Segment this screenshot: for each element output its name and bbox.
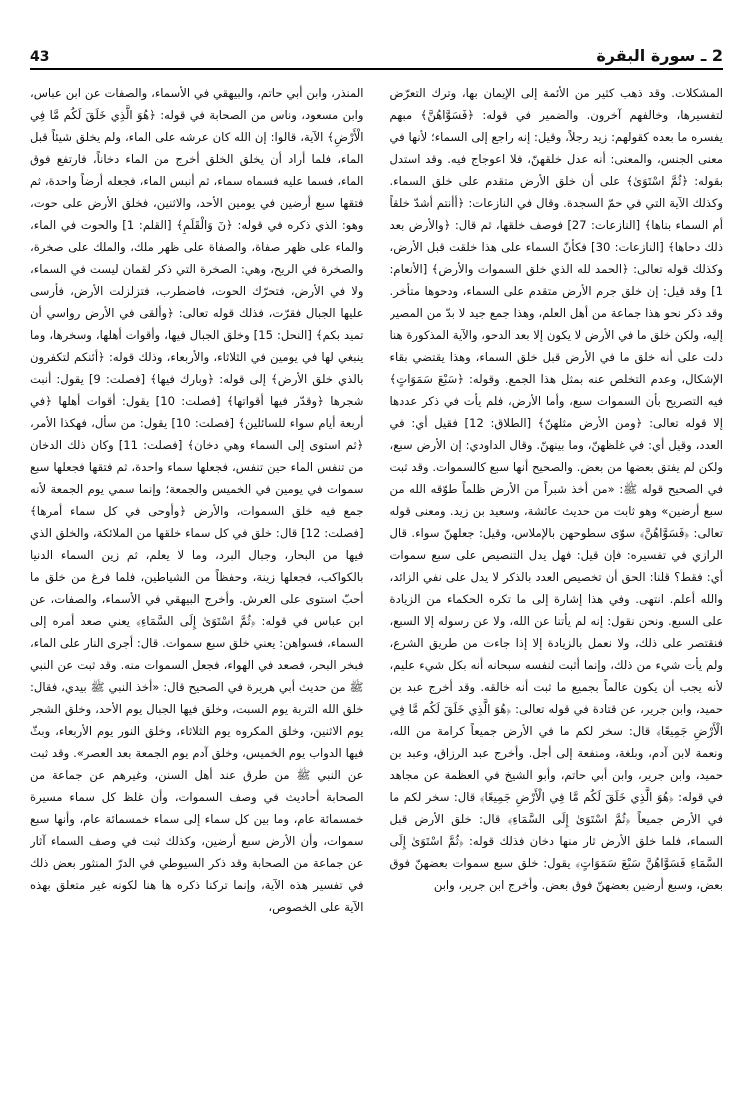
page-number: 43 xyxy=(30,49,50,65)
left-column xyxy=(30,82,364,1100)
surah-title: 2 ـ سورة البقرة xyxy=(596,46,723,65)
text-columns xyxy=(30,82,723,1100)
left-column-text: المنذر، وابن أبي حاتم، والبيهقي في الأسماء، والصفات عن ابن عباس، وابن مسعود، وناس من الصحابة في قوله: ﴿هُوَ الَّذِي خَلَقَ لَكُم مَّا فِي الْأَرْضِ﴾ الآية، قالوا: إن الله كان عرشه على الماء، ولم يخلق شيئاً قبل الماء، فلما أراد أن يخلق الخلق أخرج من الماء دخاناً، فارتفع فوق الماء، فسما عليه فسماه سماء، ثم أنبس الماء، فجعله أرضاً واحدة، ثم فتقها سبع أرضين في يومين الأحد، والاثنين، فخلق الأرض على حوت، وهو: الذي ذكره في قوله: ﴿نٓ وَالْقَلَمِ﴾ [القلم: 1] والحوت في الماء، والماء على ظهر صفاة، والصفاة على ظهر ملك، والملك على صخرة، والصخرة في الريح، وهي: الصخرة التي ذكر لقمان ليست في السماء، ولا في الأرض، فتحرّك الحوت، فاضطرب، فتزلزلت الأرض، فأرسى عليها الجبال فقرّت، فذلك قوله تعالى: ﴿وألقى في الأرض رواسي أن تميد بكم﴾ [النحل: 15] وخلق الجبال فيها، وأقوات أهلها، وسخرها، وما ينبغي لها في يومين في الثلاثاء، والأربعاء، وذلك قوله: ﴿أئنكم لتكفرون بالذي خلق الأرض﴾ إلى قوله: ﴿وبارك فيها﴾ [فصلت: 9] يقول: أنبت شجرها ﴿وقدّر فيها أقواتها﴾ [فصلت: 10] يقول: أقوات أهلها ﴿في أربعة أيام سواء للسائلين﴾ [فصلت: 10] يقول: من سأل، فهكذا الأمر، ﴿ثم استوى إلى السماء وهي دخان﴾ [فصلت: 11] وكان ذلك الدخان من تنفس الماء حين تنفس، فجعلها سماء واحدة، ثم فتقها فجعلها سبع سموات في يومين في الخميس والجمعة؛ وإنما سمي يوم الجمعة لأنه جمع فيه خلق السموات، والأرض ﴿وأوحى في كل سماء أمرها﴾ [فصلت: 12] قال: خلق في كل سماء خلقها من الملائكة، والخلق الذي فيها من البحار، وجبال البرد، وما لا يعلم، ثم زين السماء الدنيا بالكواكب، فجعلها زينة، وحفظاً من الشياطين، فلما فرغ من خلق ما أحبّ استوى على العرش. وأخرج البيهقي في الأسماء، والصفات، عن ابن عباس في قوله: ﴿ثُمَّ اسْتَوَىٰ إِلَى السَّمَاءِ﴾ يعني صعد أمره إلى السماء، فسواهن: يعني خلق سبع سموات. قال: أجرى النار على الماء، فبخر البحر، فصعد في الهواء، فجعل السموات منه. وقد ثبت عن النبي ﷺ من حديث أبي هريرة في الصحيح قال: «أخذ النبي ﷺ بيدي، فقال: خلق الله التربة يوم السبت، وخلق فيها الجبال يوم الأحد، وخلق الشجر يوم الاثنين، وخلق المكروه يوم الثلاثاء، وخلق النور يوم الأربعاء، وبثّ فيها الدواب يوم الخميس، وخلق آدم يوم الجمعة بعد العصر». وقد ثبت عن النبي ﷺ من طرق عند أهل السنن، وغيرهم عن جماعة من الصحابة أحاديث في وصف السموات، وأن غلظ كل سماء مسيرة خمسمائة عام، وما بين كل سماء إلى سماء خمسمائة عام، وأنها سبع سموات، وأن الأرض سبع أرضين، وكذلك ثبت في وصف السماء آثار عن جماعة من الصحابة وقد ذكر السيوطي في الدرّ المنثور بعض ذلك في تفسير هذه الآية، وإنما تركنا ذكره ها هنا لكونه غير متعلق بهذه الآية على الخصوص، xyxy=(30,86,364,914)
page-header xyxy=(30,40,723,70)
right-column xyxy=(390,82,724,1100)
right-column-text: المشكلات. وقد ذهب كثير من الأئمة إلى الإيمان بها، وترك التعرّض لتفسيرها، وخالفهم آخرون. والضمير في قوله: ﴿فَسَوَّاهُنَّ﴾ مبهم يفسره ما بعده كقولهم: زيد رجلاً، وقيل: إنه راجع إلى السماء؛ لأنها في معنى الجنس، والمعنى: أنه عدل خلقهنّ، فلا اعوجاج فيه. وقد استدل بقوله: ﴿ثُمَّ اسْتَوَىٰ﴾ على أن خلق الأرض متقدم على خلق السماء. وكذلك الآية التي في حمّ السجدة. وقال في النازعات: ﴿أأنتم أشدّ خلقاً أم السماء بناها﴾ [النازعات: 27] فوصف خلقها، ثم قال: ﴿والأرض بعد ذلك دحاها﴾ [النازعات: 30] فكأنّ السماء على هذا خلقت قبل الأرض، وكذلك قوله تعالى: ﴿الحمد لله الذي خلق السموات والأرض﴾ [الأنعام: 1] وقد قيل: إن خلق جرم الأرض متقدم على السماء، ودحوها متأخر. وقد ذكر نحو هذا جماعة من أهل العلم، وهذا جمع جيد لا بدّ من المصير إليه، ولكن خلق ما في الأرض لا يكون إلا بعد الدحو، والآية المذكورة هنا دلت على أنه خلق ما في الأرض قبل خلق السماء، وهذا يقتضي بقاء الإشكال، وعدم التخلص عنه بمثل هذا الجمع. وقوله: ﴿سَبْعَ سَمَوَاتٍ﴾ فيه التصريح بأن السموات سبع، وأما الأرض، فلم يأت في ذكر عددها إلا قوله تعالى: ﴿ومن الأرض مثلهنّ﴾ [الطلاق: 12] فقيل أي: في العدد، وقيل أي: في غلظهنّ، وما بينهنّ. وقال الداودي: إن الأرض سبع، ولكن لم يفتق بعضها من بعض. والصحيح أنها سبع كالسموات. وقد ثبت في الصحيح قوله ﷺ: «من أخذ شبراً من الأرض ظلماً طوّقه الله من سبع أرضين» وهو ثابت من حديث عائشة، وسعيد بن زيد. ومعنى قوله تعالى: ﴿فَسَوَّاهُنَّ﴾ سوّى سطوحهن بالإملاس، وقيل: جعلهنّ سواء. قال الرازي في تفسيره: فإن قيل: فهل يدل التنصيص على سبع سموات أي: فقط؟ قلنا: الحق أن تخصيص العدد بالذكر لا يدل على نفي الزائد، والله أعلم. انتهى. وفي هذا إشارة إلى ما تكره الحكماء من الزيادة على السبع. ونحن نقول: إنه لم يأتنا عن الله، ولا عن رسوله إلا السبع، فنقتصر على ذلك، ولا نعمل بالزيادة إلا إذا جاءت من طريق الشرع، ولم يأت شيء من ذلك، وإنما أثبت لنفسه سبحانه أنه بكل شيء عليم، لأنه يجب أن يكون عالماً بجميع ما ثبت أنه خالقه. وقد أخرج عبد بن حميد، وابن جرير، عن قتادة في قوله تعالى: ﴿هُوَ الَّذِي خَلَقَ لَكُم مَّا فِي الْأَرْضِ جَمِيعًا﴾ قال: سخر لكم ما في الأرض جميعاً كرامة من الله، ونعمة لابن آدم، وبلغة، ومنفعة إلى أجل. وأخرج عبد الرزاق، وعبد بن حميد، وابن جرير، وابن أبي حاتم، وأبو الشيخ في العظمة عن مجاهد في قوله: ﴿هُوَ الَّذِي خَلَقَ لَكُم مَّا فِي الْأَرْضِ جَمِيعًا﴾ قال: سخر لكم ما في الأرض جميعاً ﴿ثُمَّ اسْتَوَىٰ إِلَى السَّمَاءِ﴾ قال: خلق الأرض قبل السماء، فلما خلق الأرض ثار منها دخان فذلك قوله: ﴿ثُمَّ اسْتَوَىٰ إِلَى السَّمَاءِ فَسَوَّاهُنَّ سَبْعَ سَمَوَاتٍ﴾ يقول: خلق سبع سموات بعضهنّ فوق بعض، وسبع أرضين بعضهنّ فوق بعض. وأخرج ابن جرير، وابن xyxy=(389,86,723,892)
